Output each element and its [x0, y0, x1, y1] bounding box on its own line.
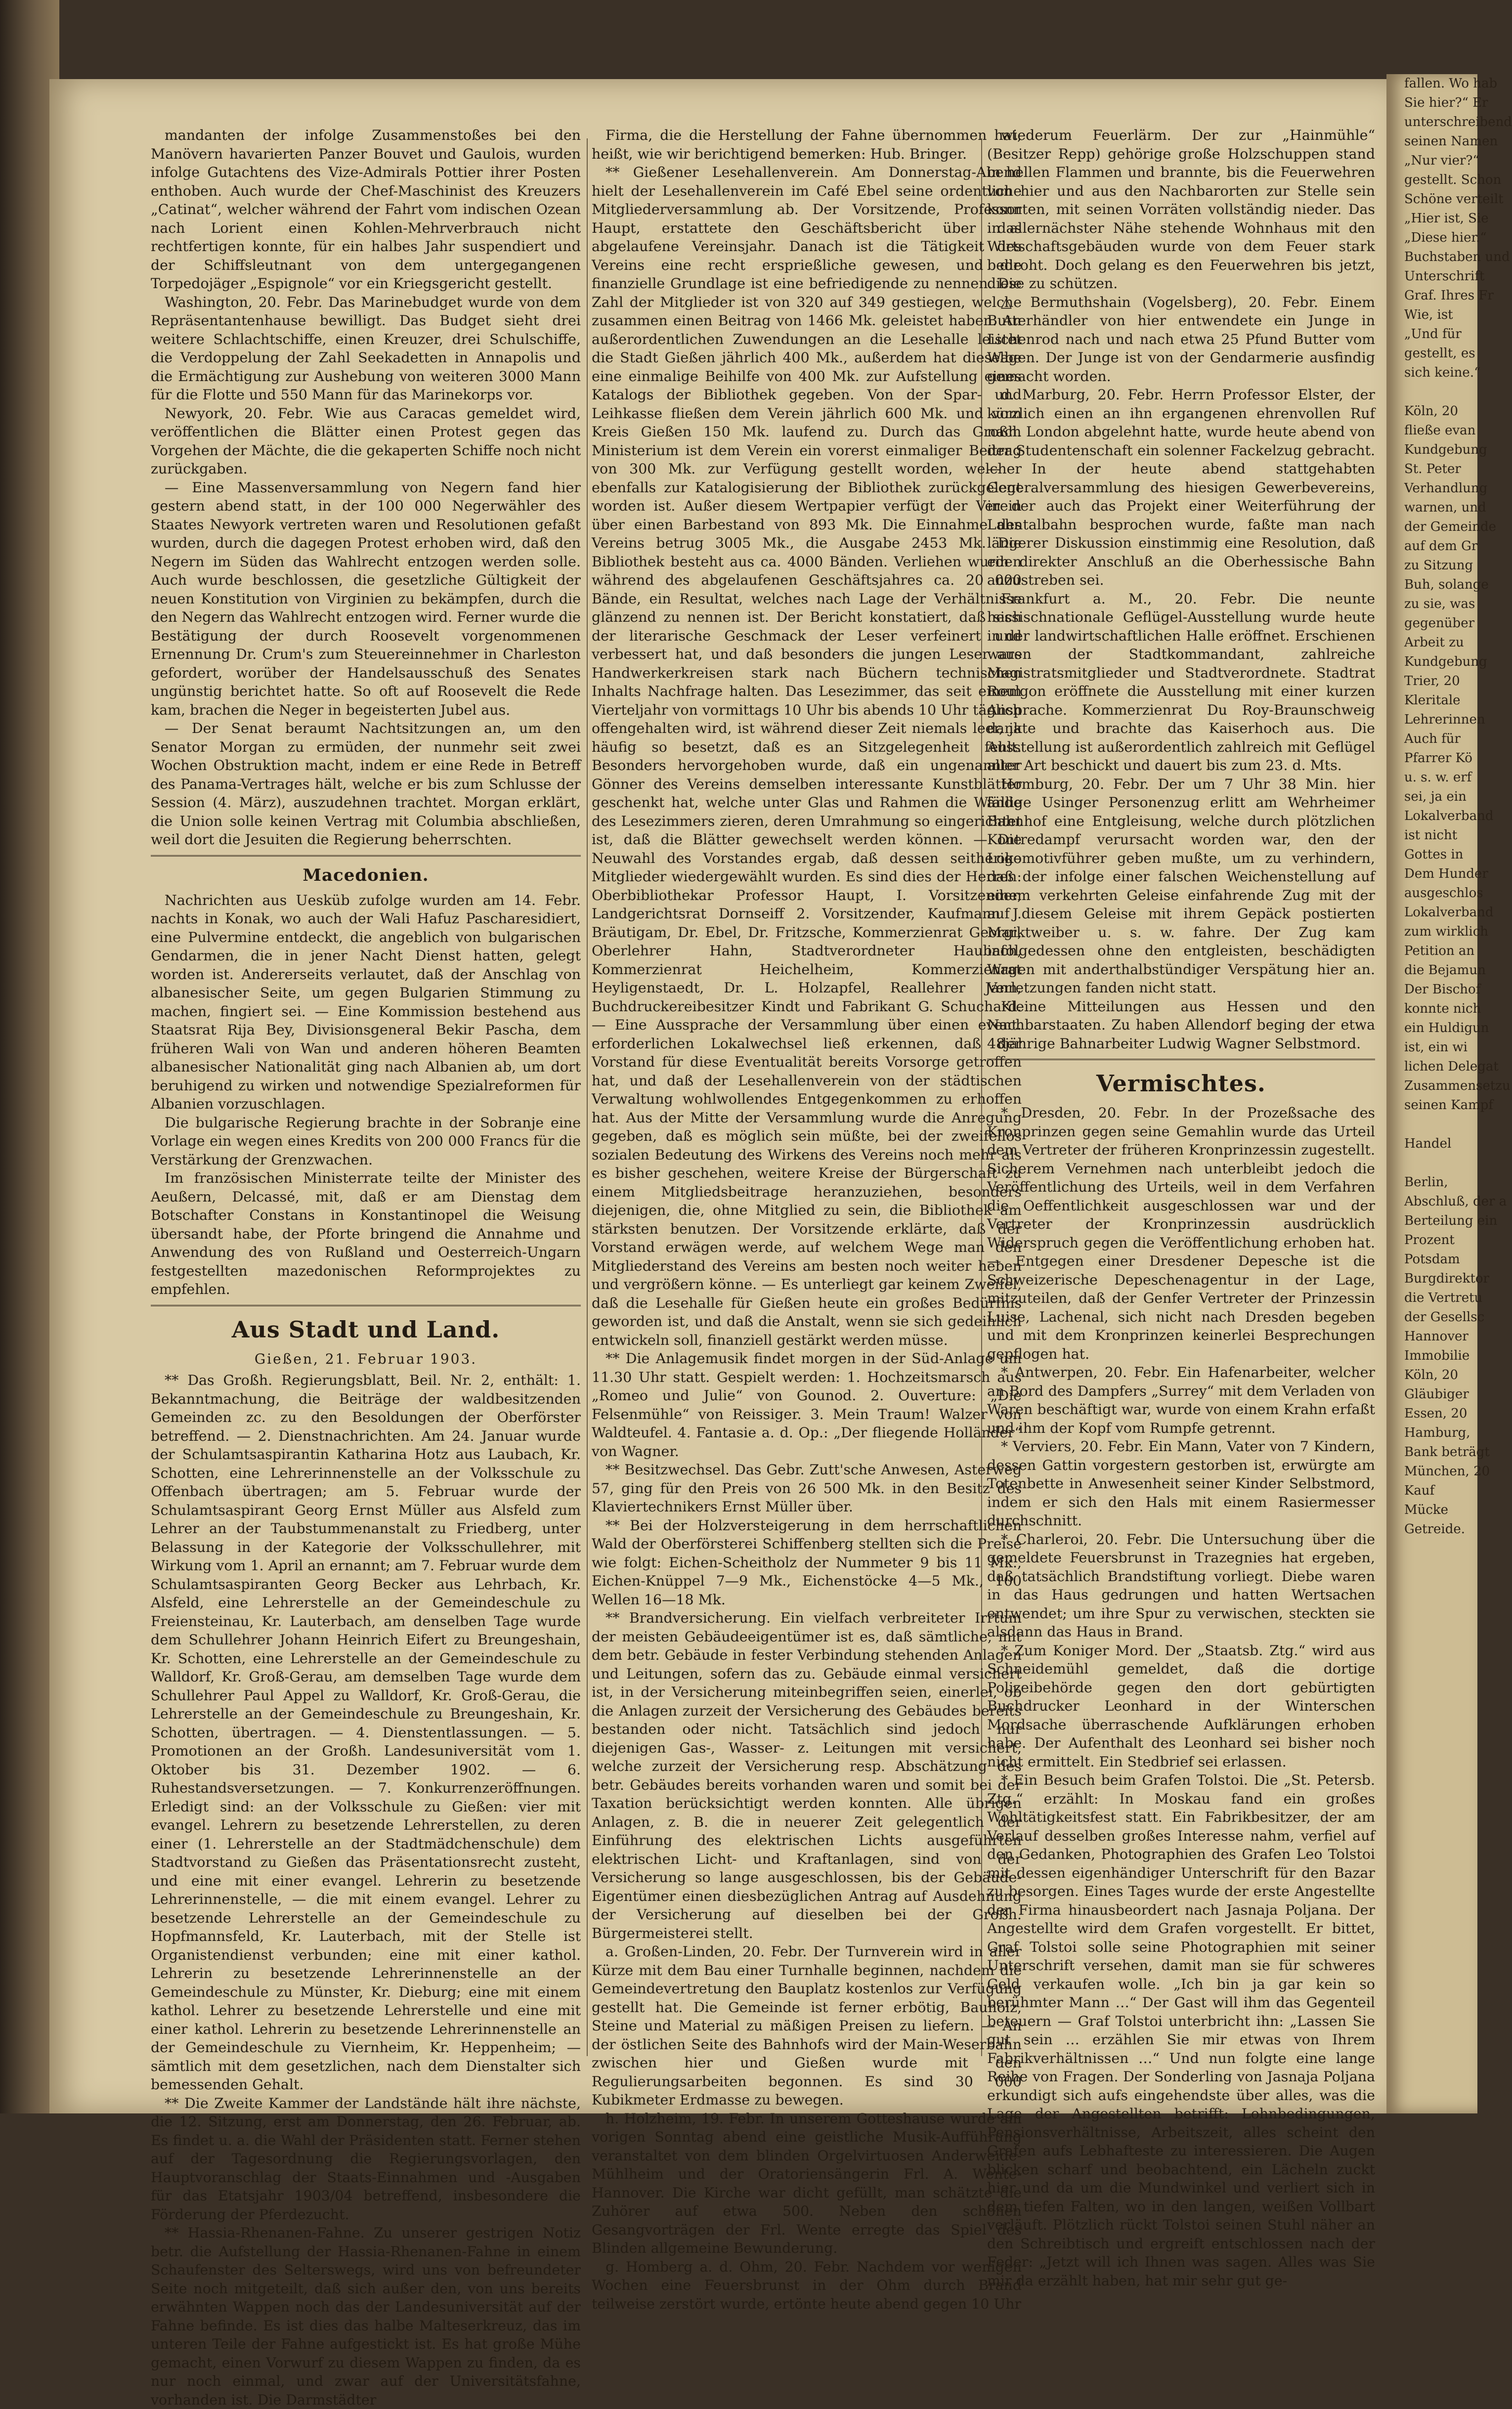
- adjacent-page-line: sei, ja ein: [1404, 789, 1467, 804]
- adjacent-page-line: Kauf: [1404, 1483, 1435, 1498]
- article-text: Nachrichten aus Uesküb zufolge wurden am 14. Febr. nachts in Konak, wo auch der Wali Hafuz Pascharesidiert, eine Pulvermine entdeckt, die angeblich von bulgarischen Gendarmen, die in jener Nacht Dienst hatten, gelegt worden ist. Andererseits verlautet, daß der Anschlag von albanesischer Seite, um gegen Bulgarien Stimmung zu machen, fingiert sei. — Eine Kommission bestehend aus Staatsrat Rija Bey, Divisionsgeneral Bekir Pascha, dem früheren Wali von Wan und anderen höheren Beamten albanesischer Nationalität ging nach Albanien ab, um dort beruhigend zu wirken und notwendige Spezialreformen für Albanien vorzuschlagen.: [151, 892, 581, 1112]
- column-rule: [587, 138, 588, 2056]
- section-divider: [987, 1059, 1375, 1060]
- section-divider: [151, 855, 581, 857]
- adjacent-page-line: ist nicht: [1404, 828, 1458, 843]
- adjacent-page-line: Lokalverband: [1404, 905, 1494, 920]
- adjacent-page-line: Petition an: [1404, 944, 1475, 958]
- adjacent-page-strip: [1386, 74, 1512, 2113]
- adjacent-page-line: Köln, 20: [1404, 404, 1459, 419]
- article-text: mandanten der infolge Zusammenstoßes bei den Manövern havarierten Panzer Bouvet und Gaulois, wurden infolge Gutachtens des Vize-Admirals Pottier ihrer Posten enthoben. Auch wurde der Chef-Maschinist des Kreuzers „Catinat“, welcher während der Fahrt vom indischen Ozean nach Lorient einen Kohlen-Mehrverbrauch nicht rechtfertigen konnte, für ein halbes Jahr suspendiert und der Schiffsleutnant von dem untergegangenen Torpedojäger „Espignole“ vor ein Kriegsgericht gestellt.: [151, 127, 581, 292]
- article-text: — Eine Massenversammlung von Negern fand hier gestern abend statt, in der 100 000 Negerwähler des Staates Newyork vertreten waren und Resolutionen gefaßt wurden, durch die dagegen Protest erhoben wird, daß den Negern im Süden das Wahlrecht entzogen werden solle. Auch wurde beschlossen, die gesetzliche Gültigkeit der neuen Konstitution von Virginien zu bekämpfen, durch die den Negern das Wahlrecht entzogen wird. Ferner wurde die Bestätigung der durch Roosevelt vorgenommenen Ernennung Dr. Crum's zum Steuereinnehmer in Charleston gefordert, worüber der Handelsausschuß des Senates ungünstig berichtet hatte. So oft auf Roosevelt die Rede kam, brachen die Neger in begeisterten Jubel aus.: [151, 479, 581, 718]
- article-text: g. Homberg a. d. Ohm, 20. Febr. Nachdem vor wenigen Wochen eine Feuersbrunst in der Ohm durch Brand teilweise zerstört wurde, ertönte heute abend gegen 10 Uhr: [592, 2258, 1022, 2312]
- adjacent-page-line: Verhandlung: [1404, 481, 1488, 496]
- article-text: Firma, die die Herstellung der Fahne übernommen hat, heißt, wie wir berichtigend bemerken: Hub. Bringer.: [592, 127, 1022, 162]
- article-text: Kleine Mitteilungen aus Hessen und den Nachbarstaaten. Zu haben Allendorf beging der etwa 48jährige Bahnarbeiter Ludwig Wagner Selbstmord.: [987, 998, 1375, 1052]
- adjacent-page-line: Handel: [1404, 1136, 1452, 1151]
- section-divider: [151, 1305, 581, 1306]
- adjacent-page-line: der Gemeinde: [1404, 519, 1497, 534]
- article-text: ** Das Großh. Regierungsblatt, Beil. Nr. 2, enthält: 1. Bekanntmachung, die Beiträge der waldbesitzenden Gemeinden zc. zu den Besoldungen der Oberförster betreffend. — 2. Dienstnachrichten. Am 24. Januar wurde der Schulamtsaspirantin Katharina Hotz aus Laubach, Kr. Schotten, eine Lehrerinnenstelle an der Volksschule zu Offenbach übertragen; am 5. Februar wurde der Schulamtsaspirant Georg Ernst Müller aus Alsfeld zum Lehrer an der Taubstummenanstalt zu Friedberg, unter Belassung in der Kategorie der Volksschullehrer, mit Wirkung vom 1. April an ernannt; am 7. Februar wurde dem Schulamtsaspiranten Georg Becker aus Lehrbach, Kr. Alsfeld, eine Lehrerstelle an der Gemeindeschule zu Freiensteinau, Kr. Lauterbach, am denselben Tage wurde dem Schullehrer Johann Heinrich Eifert zu Breungeshain, Kr. Schotten, eine Lehrerstelle an der Gemeindeschule zu Walldorf, Kr. Groß-Gerau, am demselben Tage wurde dem Schullehrer Paul Appel zu Walldorf, Kr. Groß-Gerau, die Lehrerstelle an der Gemeindeschule zu Breungeshain, Kr. Schotten, übertragen. — 4. Dienstentlassungen. — 5. Promotionen an der Großh. Landesuniversität vom 1. Oktober bis 31. Dezember 1902. — 6. Ruhestandsversetzungen. — 7. Konkurrenzeröffnungen. Erledigt sind: an der Volksschule zu Gießen: vier mit evangel. Lehrern zu besetzende Lehrerstellen, zu deren einer (1. Lehrerstelle an der Stadtmädchenschule) dem Stadtvorstand zu Gießen das Präsentationsrecht zusteht, und eine mit einer evangel. Lehrerin zu besetzende Lehrerinnenstelle, — die mit einem evangel. Lehrer zu besetzende Lehrerstelle an der Gemeindeschule zu Hopfmannsfeld, Kr. Lauterbach, mit der Stelle ist Organistendienst verbunden; eine mit einer kathol. Lehrerin zu besetzende Lehrerinnenstelle an der Gemeindeschule zu Münster, Kr. Dieburg; eine mit einem kathol. Lehrer zu besetzende Lehrerstelle und eine mit einer kathol. Lehrerin zu besetzende Lehrerinnenstelle an der Gemeindeschule zu Viernheim, Kr. Heppenheim; — sämtlich mit dem gesetzlichen, nach dem Dienstalter sich bemessenden Gehalt.: [151, 1372, 581, 2093]
- article-text: * Charleroi, 20. Febr. Die Untersuchung über die gemeldete Feuersbrunst in Trazegnies hat ergeben, daß tatsächlich Brandstiftung vorliegt. Diebe waren in das Haus gedrungen und hatten Wertsachen entwendet; um ihre Spur zu verwischen, steckten sie alsdann das Haus in Brand.: [987, 1531, 1375, 1640]
- article-text: ** Die Anlagemusik findet morgen in der Süd-Anlage um 11.30 Uhr statt. Gespielt werden: 1. Hochzeitsmarsch aus „Romeo und Julie“ von Gounod. 2. Ouverture: „Die Felsenmühle“ von Reissiger. 3. Mein Traum! Walzer von Waldteufel. 4. Fantasie a. d. Op.: „Der fliegende Holländer“ von Wagner.: [592, 1350, 1022, 1460]
- adjacent-page-line: Lehrerinnen: [1404, 712, 1485, 727]
- adjacent-page-line: zum wirklich: [1404, 924, 1489, 939]
- dateline: Gießen, 21. Februar 1903.: [254, 1350, 477, 1367]
- adjacent-page-line: gestellt. Schon: [1404, 172, 1502, 187]
- adjacent-page-line: Gläubiger: [1404, 1387, 1469, 1402]
- adjacent-page-line: Gottes in: [1404, 847, 1464, 862]
- article-text: Die bulgarische Regierung brachte in der Sobranje eine Vorlage ein wegen eines Kredits von 200 000 Francs für die Verstärkung der Grenzwachen.: [151, 1114, 581, 1168]
- article-text: d. Marburg, 20. Febr. Herrn Professor Elster, der kürzlich einen an ihn ergangenen ehrenvollen Ruf nach London abgelehnt hatte, wurde heute abend von der Studentenschaft ein solenner Fackelzug gebracht. — In der heute abend stattgehabten Generalversammlung des hiesigen Gewerbevereins, in der auch das Projekt einer Weiterführung der Lahntalbahn besprochen wurde, faßte man nach längerer Diskussion einstimmig eine Resolution, daß ein direkter Anschluß an die Oberhessische Bahn anzustreben sei.: [987, 387, 1375, 588]
- adjacent-page-line: Graf. Ihres Fr: [1404, 288, 1494, 303]
- adjacent-page-line: sich keine.“: [1404, 365, 1481, 380]
- article-text: ** Gießener Lesehallenverein. Am Donnerstag-Abend hielt der Lesehallenverein im Café Ebel seine ordentliche Mitgliederversammlung ab. Der Vorsitzende, Professor Haupt, erstattete den Geschäftsbericht über das abgelaufene Vereinsjahr. Danach ist die Tätigkeit des Vereins eine recht ersprießliche gewesen, und die finanzielle Grundlage ist eine befriedigende zu nennen. Die Zahl der Mitglieder ist von 320 auf 349 gestiegen, welche zusammen einen Beitrag von 1466 Mk. geleistet haben. An außerordentlichen Zuwendungen an die Lesehalle leistet die Stadt Gießen jährlich 400 Mk., außerdem hat dieselbe eine einmalige Beihilfe von 400 Mk. zur Aufstellung eines Katalogs der Bibliothek gegeben. Von der Spar- und Leihkasse fließen dem Verein jährlich 600 Mk. und vom Kreis Gießen 150 Mk. laufend zu. Durch das Großh. Ministerium ist dem Verein ein vorerst einmaliger Beitrag von 300 Mk. zur Verfügung gestellt worden, welcher ebenfalls zur Katalogisierung der Bibliothek zurückgelegt worden ist. Außer diesem Wertpapier verfügt der Verein über einen Barbestand von 893 Mk. Die Einnahme des Vereins betrug 3005 Mk., die Ausgabe 2453 Mk. Die Bibliothek besteht aus ca. 4000 Bänden. Verliehen wurden während des abgelaufenen Geschäftsjahres ca. 20 000 Bände, ein Resultat, welches nach Lage der Verhältnisse glänzend zu nennen ist. Der Bericht konstatiert, daß sich der literarische Geschmack der Leser verfeinert und verbessert hat, und daß besonders die jungen Leser aus Handwerkerkreisen stark nach Büchern technischen Inhalts Nachfrage halten. Das Lesezimmer, das seit einem Vierteljahr von vormittags 10 Uhr bis abends 10 Uhr täglich offengehalten wird, ist während dieser Zeit niemals leer, ja häufig so besetzt, daß es an Sitzgelegenheit fehlt. Besonders hervorgehoben wurde, daß ein ungenannter Gönner des Vereins demselben interessante Kunstblätter geschenkt hat, welche unter Glas und Rahmen die Wände des Lesezimmers zieren, deren Umrahmung so eingerichtet ist, daß die Blätter gewechselt werden können. — Die Neuwahl des Vorstandes ergab, daß dessen seitherige Mitglieder wiedergewählt wurden. Es sind dies der Herren: Oberbibliothekar Professor Haupt, I. Vorsitzender, Landgerichtsrat Dornseiff 2. Vorsitzender, Kaufmann J. Bräutigam, Dr. Ebel, Dr. Fritzsche, Kommerzienrat Georgi, Oberlehrer Hahn, Stadtverordneter Haubach, Kommerzienrat Heichelheim, Kommerzienrat Heyligenstaedt, Dr. L. Holzapfel, Reallehrer Jann, Buchdruckereibesitzer Kindt und Fabrikant G. Schuchard. — Eine Aussprache der Versammlung über einen event. erforderlichen Lokalwechsel ließ erkennen, daß der Vorstand für diese Eventualität bereits Vorsorge getroffen hat, und daß der Lesehallenverein von der städtischen Verwaltung wohlwollendes Entgegenkommen zu erhoffen hat. Aus der Mitte der Versammlung wurde die Anregung gegeben, daß es möglich sein müßte, bei der zweifellos sozialen Bedeutung des Wirkens des Vereins noch mehr als es bisher geschehen, weitere Kreise der Bürgerschaft zu einem Mitgliedsbeitrage heranzuziehen, besonders diejenigen, die, ohne Mitglied zu sein, die Bibliothek am stärksten benutzen. Der Vorsitzende erklärte, daß der Vorstand erwägen werde, auf welchem Wege man den Mitgliederstand des Vereins am besten noch weiter heben und vergrößern könne. — Es unterliegt gar keinem Zweifel, daß die Lesehalle für Gießen heute ein großes Bedürfnis geworden ist, und daß die Anstalt, wenn sie sich gedeihlich entwickeln soll, finanziell gestärkt werden müsse.: [592, 164, 1022, 1348]
- adjacent-page-line: Trier, 20: [1404, 674, 1460, 688]
- adjacent-page-line: Buchstaben und: [1404, 250, 1510, 264]
- section-heading-stadt-und-land: Aus Stadt und Land.: [231, 1316, 500, 1343]
- adjacent-page-line: Unterschrift: [1404, 269, 1485, 284]
- adjacent-page-line: die Vertretu: [1404, 1291, 1483, 1305]
- adjacent-page-line: Abschluß, der a: [1404, 1194, 1507, 1209]
- article-text: h. Holzheim, 19. Febr. In unserem Gotteshause wurde am vorigen Sonntag abend eine geistliche Musik-Aufführung veranstaltet von dem blinden Orgelvirtuosen Anderweide-Mühlheim und der Oratoriensängerin Frl. A. Wente-Hannover. Die Kirche war dicht gefüllt, man schätzte die Zuhörer auf etwa 500. Neben den schönen Gesangvorträgen der Frl. Wente erregte das Spiel des Blinden allgemeine Bewunderung.: [592, 2110, 1022, 2256]
- adjacent-page-line: „Nur vier?“: [1404, 153, 1479, 168]
- article-text: ** Brandversicherung. Ein vielfach verbreiteter Irrtum der meisten Gebäudeeigentümer ist es, daß sämtliche, mit dem betr. Gebäude in fester Verbindung stehenden Anlagen und Leitungen, sofern das zu. Gebäude einmal versichert ist, in der Versicherung miteinbegriffen seien, einerlei, ob die Anlagen zurzeit der Versicherung des Gebäudes bereits bestanden oder nicht. Tatsächlich sind jedoch nur diejenigen Gas-, Wasser- z. Leitungen mit versichert, welche zurzeit der Versicherung resp. Abschätzung des betr. Gebäudes bereits vorhanden waren und somit bei der Taxation berücksichtigt werden konnten. Alle übrigen Anlagen, z. B. die in neuerer Zeit gelegentlich der Einführung des elektrischen Lichts ausgeführten elektrischen Licht- und Kraftanlagen, sind von der Versicherung so lange ausgeschlossen, bis der Gebäude-Eigentümer einen diesbezüglichen Antrag auf Ausdehnung der Versicherung auf dieselben bei der Großh. Bürgermeisterei stellt.: [592, 1610, 1022, 1941]
- article-text: * Antwerpen, 20. Febr. Ein Hafenarbeiter, welcher an Bord des Dampfers „Surrey“ mit dem Verladen von Waren beschäftigt war, wurde von einem Krahn erfaßt und ihm der Kopf vom Rumpfe getrennt.: [987, 1364, 1375, 1436]
- article-text: △ Bermuthshain (Vogelsberg), 20. Febr. Einem Butterhändler von hier entwendete ein Junge in Lichenrod nach und nach etwa 25 Pfund Butter vom Wagen. Der Junge ist von der Gendarmerie ausfindig gemacht worden.: [987, 294, 1375, 385]
- adjacent-page-line: Auch für: [1404, 731, 1461, 746]
- adjacent-page-line: ist, ein wi: [1404, 1040, 1468, 1055]
- article-text: ** Hassia-Rhenanen-Fahne. Zu unserer gestrigen Notiz betr. die Aufstellung der Hassia-Rhenanen-Fahne in einem Schaufenster des Selterswegs, wird uns von befreundeter Seite noch mitgeteilt, daß sich außer den, von uns bereits erwähnten Wappen noch das der Landesuniversität auf der Fahne befinde. Es ist dies das halbe Malteserkreuz, das im unteren Teile der Fahne aufgestickt ist. Es hat große Mühe gemacht, einen Vorwurf zu diesem Wappen zu finden, da es nur noch einmal, und zwar auf der Universitätsfahne, vorhanden ist. Die Darmstädter: [151, 2225, 581, 2408]
- article-text: Frankfurt a. M., 20. Febr. Die neunte hessischnationale Geflügel-Ausstellung wurde heute in der landwirtschaftlichen Halle eröffnet. Erschienen waren der Stadtkommandant, zahlreiche Magistratsmitglieder und Stadtverordnete. Stadtrat Roulgon eröffnete die Ausstellung mit einer kurzen Ansprache. Kommerzienrat Du Roy-Braunschweig dankte und brachte das Kaiserhoch aus. Die Ausstellung ist außerordentlich zahlreich mit Geflügel aller Art beschickt und dauert bis zum 23. d. Mts.: [987, 590, 1375, 774]
- article-text: ** Bei der Holzversteigerung in dem herrschaftlichen Wald der Oberförsterei Schiffenberg stellten sich die Preise wie folgt: Eichen-Scheitholz der Nummeter 9 bis 11 Mk., Eichen-Knüppel 7—9 Mk., Eichenstöcke 4—5 Mk., 100 Wellen 16—18 Mk.: [592, 1517, 1022, 1608]
- adjacent-page-line: Potsdam: [1404, 1252, 1460, 1267]
- adjacent-page-line: auf dem Gr: [1404, 539, 1478, 554]
- column-3: [987, 126, 1375, 2289]
- adjacent-page-line: Lokalverband: [1404, 809, 1494, 823]
- article-text: Im französischen Ministerrate teilte der Minister des Aeußern, Delcassé, mit, daß er am Dienstag dem Botschafter Constans in Konstantinopel die Weisung übersandt habe, der Pforte bringend die Annahme und Anwendung des von Rußland und Oesterreich-Ungarn festgestellten mazedonischen Reformprojektes zu empfehlen.: [151, 1170, 581, 1297]
- adjacent-page-line: gestellt, es: [1404, 346, 1475, 361]
- adjacent-page-line: seinen Namen: [1404, 134, 1498, 149]
- adjacent-page-line: zu sie, was: [1404, 597, 1475, 611]
- adjacent-page-line: Kundgebung: [1404, 654, 1487, 669]
- adjacent-page-line: konnte nich: [1404, 1001, 1481, 1016]
- adjacent-page-line: Arbeit zu: [1404, 635, 1464, 650]
- adjacent-page-line: ausgeschlos: [1404, 886, 1483, 901]
- adjacent-page-line: fließe evan: [1404, 423, 1476, 438]
- adjacent-page-line: der Gesellsc: [1404, 1310, 1485, 1325]
- adjacent-page-line: Der Bischof: [1404, 982, 1481, 997]
- adjacent-page-line: zu Sitzung: [1404, 558, 1473, 573]
- section-heading-vermischtes: Vermischtes.: [1096, 1070, 1266, 1097]
- adjacent-page-line: lichen Delegat: [1404, 1059, 1499, 1074]
- adjacent-page-line: Buh, solange: [1404, 577, 1489, 592]
- adjacent-page-line: Kundgebung: [1404, 442, 1487, 457]
- adjacent-page-line: Mücke: [1404, 1503, 1449, 1517]
- column-1: [151, 126, 581, 2408]
- adjacent-page-line: warnen, und: [1404, 500, 1486, 515]
- article-text: wiederum Feuerlärm. Der zur „Hainmühle“ (Besitzer Repp) gehörige große Holzschuppen stand in hellen Flammen und brannte, bis die Feuerwehren von hier und aus den Nachbarorten zur Stelle sein konnten, mit seinen Vorräten vollständig nieder. Das in allernächster Nähe stehende Wohnhaus mit den Wirtschaftsgebäuden wurde von dem Feuer stark bedroht. Doch gelang es den Feuerwehren bis jetzt, diese zu schützen.: [987, 127, 1375, 292]
- adjacent-page-line: Burgdirektor: [1404, 1271, 1489, 1286]
- adjacent-page-line: Immobilie: [1404, 1348, 1470, 1363]
- adjacent-page-line: „Hier ist, Sie: [1404, 211, 1489, 226]
- adjacent-page-line: Prozent: [1404, 1233, 1455, 1248]
- adjacent-page-line: Hannover: [1404, 1329, 1469, 1344]
- adjacent-page-line: Berteilung ein: [1404, 1213, 1498, 1228]
- adjacent-page-line: „Diese hier.“: [1404, 230, 1487, 245]
- adjacent-page-line: Berlin,: [1404, 1175, 1448, 1190]
- adjacent-page-line: fallen. Wo hab: [1404, 76, 1498, 91]
- adjacent-page-line: [1386, 1154, 1477, 1173]
- article-text: ** Die Zweite Kammer der Landstände hält ihre nächste, die 12. Sitzung, erst am Donnerstag, den 26. Februar, ab. Es findet u. a. die Wahl der Präsidenten statt. Ferner stehen auf der Tagesordnung die Regierungsvorlagen, den Hauptvoranschlag der Staats-Einnahmen und -Ausgaben für das Etatsjahr 1903/04 betreffend, insbesondere die Förderung der Pferdezucht.: [151, 2095, 581, 2223]
- adjacent-page-line: [1386, 1115, 1477, 1134]
- article-text: Washington, 20. Febr. Das Marinebudget wurde von dem Repräsentantenhause bewilligt. Das Budget sieht drei weitere Schlachtschiffe, einen Kreuzer, drei Schulschiffe, die Verdoppelung der Zahl Seekadetten in Annapolis und die Ermächtigung zur Aushebung von weiteren 3000 Mann für die Flotte und 550 Mann für das Marinekorps vor.: [151, 294, 581, 403]
- adjacent-page-line: Dem Hunder: [1404, 866, 1488, 881]
- adjacent-page-line: die Bejamun: [1404, 963, 1486, 978]
- adjacent-page-line: München, 20: [1404, 1464, 1490, 1479]
- article-text: — Der Senat beraumt Nachtsitzungen an, um den Senator Morgan zu ermüden, der nunmehr seit zwei Wochen Obstruktion macht, indem er eine Rede in Betreff des Panama-Vertrages hält, welche er bis zum Schlusse der Session (4. März), auszudehnen trachtet. Morgan erklärt, die Union solle keinen Vertrag mit Columbia abschließen, weil dort die Jesuiten die Regierung beherrschten.: [151, 720, 581, 848]
- article-text: ** Besitzwechsel. Das Gebr. Zutt'sche Anwesen, Asterweg 57, ging für den Preis von 26 500 Mk. in den Besitz des Klaviertechnikers Ernst Müller über.: [592, 1462, 1022, 1515]
- adjacent-page-line: ein Huldigun: [1404, 1021, 1489, 1035]
- section-heading-macedonien: Macedonien.: [302, 865, 429, 885]
- adjacent-page-line: „Und für: [1404, 327, 1462, 342]
- article-text: Homburg, 20. Febr. Der um 7 Uhr 38 Min. hier fällige Usinger Personenzug erlitt am Wehrheimer Bahnhof eine Entgleisung, welche durch plötzlichen Kontredampf verursacht worden war, den der Lokomotivführer geben mußte, um zu verhindern, daß der infolge einer falschen Weichenstellung auf einem verkehrten Geleise einfahrende Zug mit der auf diesem Geleise mit ihrem Gepäck postierten Marktweiber u. s. w. fahre. Der Zug kam infolgedessen ohne den entgleisten, beschädigten Wagen mit anderthalbstündiger Verspätung hier an. Verletzungen fanden nicht statt.: [987, 775, 1375, 996]
- adjacent-page-line: seinen Kampf: [1404, 1098, 1494, 1113]
- adjacent-page-line: Bank beträgt: [1404, 1445, 1490, 1460]
- adjacent-page-line: Kleritale: [1404, 693, 1461, 708]
- newspaper-page: [49, 79, 1389, 2408]
- adjacent-page-line: Köln, 20: [1404, 1368, 1459, 1382]
- adjacent-page-line: unterschreibend: [1404, 115, 1512, 129]
- adjacent-page-line: St. Peter: [1404, 462, 1461, 476]
- article-text: * Zum Koniger Mord. Der „Staatsb. Ztg.“ wird aus Schneidemühl gemeldet, daß die dortige Polizeibehörde gegen den dort gebürtigten Buchdrucker Leonhard in der Winterschen Mordsache überraschende Aufklärungen erhoben habe. Der Aufenthalt des Leonhard sei bisher noch nicht ermittelt. Ein Stedbrief sei erlassen.: [987, 1642, 1375, 1770]
- adjacent-page-line: Sie hier?“ Er: [1404, 95, 1488, 110]
- article-text: a. Großen-Linden, 20. Febr. Der Turnverein wird in aller Kürze mit dem Bau einer Turnhalle beginnen, nachdem die Gemeindevertretung den Bauplatz kostenlos zur Verfügung gestellt hat. Die Gemeinde ist ferner erbötig, Bauholz, Steine und Material zu mäßigen Preisen zu liefern. — An der östlichen Seite des Bahnhofs wird der Main-Weserbahn zwischen hier und Gießen wurde mit den Regulierungsarbeiten begonnen. Es sind 30 000 Kubikmeter Erdmasse zu bewegen.: [592, 1943, 1022, 2108]
- column-2: [592, 126, 1022, 2312]
- adjacent-page-line: Getreide.: [1404, 1522, 1466, 1537]
- article-text: * Ein Besuch beim Grafen Tolstoi. Die „St. Petersb. Ztg.“ erzählt: In Moskau fand ein großes Wohltätigkeitsfest statt. Ein Fabrikbesitzer, der am Verlauf desselben großes Interesse nahm, verfiel auf den Gedanken, Photographien des Grafen Leo Tolstoi mit dessen eigenhändiger Unterschrift für den Bazar zu besorgen. Eines Tages wurde der erste Angestellte der Firma hinausbeordert nach Jasnaja Poljana. Der Angestellte wird dem Grafen vorgestellt. Er bittet, Graf Tolstoi solle seine Photographien mit seiner Unterschrift versehen, damit man sie für schweres Geld verkaufen wolle. „Ich bin ja gar kein so berühmter Mann …“ Der Gast will ihm das Gegenteil beteuern — Graf Tolstoi unterbricht ihn: „Lassen Sie gut sein … erzählen Sie mir etwas von Ihrem Fabrikverhältnissen …“ Und nun folgte eine lange Reihe von Fragen. Der Sonderling von Jasnaja Poljana erkundigt sich aufs eingehendste über alles, was die Lage der Angestellten betrifft: Lohnbedingungen, Pensionsverhältnisse, Arbeitszeit, alles scheint den Grafen aufs Lebhafteste zu interessieren. Die Augen blicken scharf und beobachtend, ein Lächeln zuckt hier und da um die Mundwinkel und verliert sich in dem tiefen Falten, wo in den langen, weißen Vollbart verläuft. Plötzlich rückt Tolstoi seinen Stuhl näher an den Schreibtisch und ergreift entschlossen nach der Feder: „Jetzt will ich Ihnen was sagen. Alles was Sie mir da erzählt haben, hat mir sehr gut ge-: [987, 1772, 1375, 2289]
- adjacent-page-line: [1386, 383, 1477, 402]
- adjacent-page-line: Essen, 20: [1404, 1406, 1468, 1421]
- article-text: Newyork, 20. Febr. Wie aus Caracas gemeldet wird, veröffentlichen die Blätter einen Protest gegen das Vorgehen der Mächte, die die gekaperten Schiffe noch nicht zurückgaben.: [151, 405, 581, 477]
- article-text: * Dresden, 20. Febr. In der Prozeßsache des Kronprinzen gegen seine Gemahlin wurde das Urteil dem Vertreter der früheren Kronprinzessin zugestellt. Sicherem Vernehmen nach unterbleibt jedoch die Veröffentlichung des Urteils, weil in dem Verfahren die Oeffentlichkeit ausgeschlossen war und der Vertreter der Kronprinzessin ausdrücklich Widerspruch gegen die Veröffentlichung erhoben hat. — Entgegen einer Dresdener Depesche ist die Schweizerische Depeschenagentur in der Lage, mitzuteilen, daß der Genfer Vertreter der Prinzessin Luise, Lachenal, sich nicht nach Dresden begeben und mit dem Kronprinzen keinerlei Besprechungen gepflogen hat.: [987, 1105, 1375, 1362]
- adjacent-page-line: Wie, ist: [1404, 307, 1453, 322]
- adjacent-page-line: u. s. w. erf: [1404, 770, 1472, 785]
- adjacent-page-line: Pfarrer Kö: [1404, 751, 1472, 766]
- adjacent-page-line: Hamburg,: [1404, 1425, 1470, 1440]
- adjacent-page-line: gegenüber: [1404, 616, 1475, 631]
- adjacent-page-line: Zusammensetzu: [1404, 1078, 1511, 1093]
- adjacent-page-line: Schöne verteilt: [1404, 192, 1504, 207]
- article-text: * Verviers, 20. Febr. Ein Mann, Vater von 7 Kindern, dessen Gattin vorgestern gestorben ist, erwürgte am Totenbette in Anwesenheit seiner Kinder Selbstmord, indem er sich den Hals mit einem Rasiermesser durchschnitt.: [987, 1438, 1375, 1529]
- adjacent-page-text: [1386, 74, 1512, 1539]
